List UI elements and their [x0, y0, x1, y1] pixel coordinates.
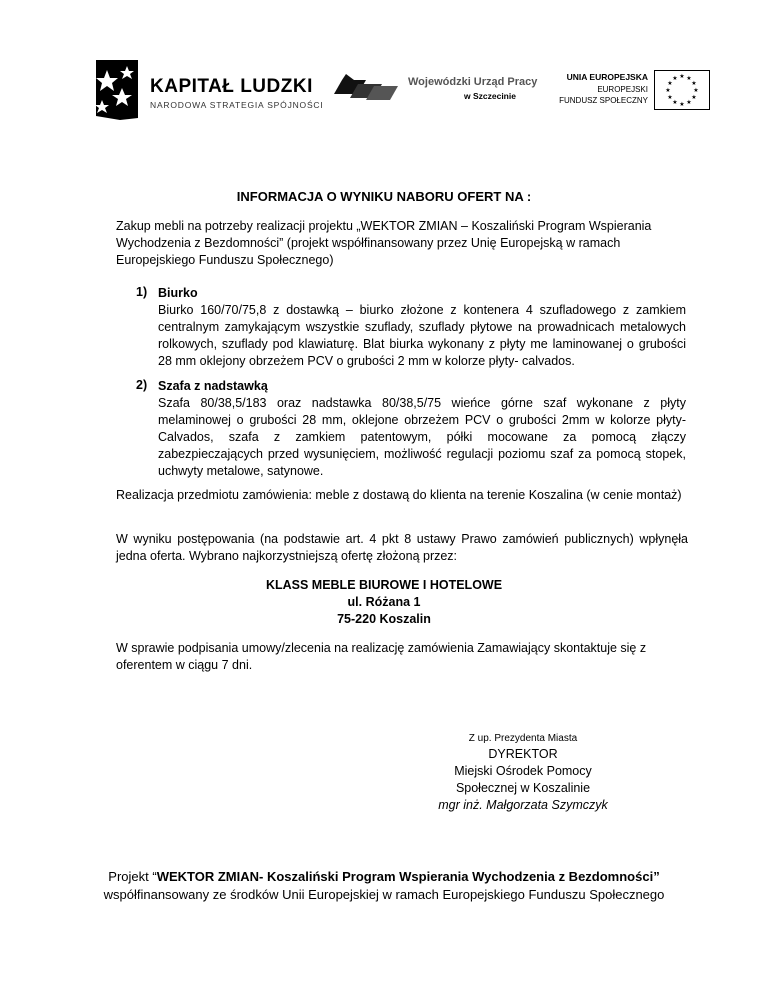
svg-text:★: ★: [672, 75, 678, 82]
item-title-2: Szafa z nadstawką: [158, 379, 268, 393]
stars-emblem-icon: [92, 58, 142, 122]
svg-text:★: ★: [686, 99, 692, 106]
svg-text:★: ★: [679, 73, 685, 80]
realizacja-paragraph: Realizacja przedmiotu zamówienia: meble z dostawą do klienta na terenie Koszalina (w cenie montaż): [116, 488, 682, 502]
signature-line-4: Społecznej w Koszalinie: [455, 781, 591, 795]
item-title-1: Biurko: [158, 286, 198, 300]
eu-line3: FUNDUSZ SPOŁECZNY: [559, 96, 648, 105]
kapital-ludzki-title: KAPITAŁ LUDZKI: [150, 76, 313, 97]
svg-text:★: ★: [667, 94, 673, 101]
footer-line-2: współfinansowany ze środków Unii Europejskiej w ramach Europejskiego Funduszu Społecznego: [103, 887, 665, 902]
signature-line-5: mgr inż. Małgorzata Szymczyk: [438, 798, 608, 812]
footer-prefix: Projekt “: [108, 869, 157, 884]
eu-logo: [545, 70, 710, 114]
wynik-paragraph: W wyniku postępowania (na podstawie art. 4 pkt 8 ustawy Prawo zamówień publicznych) wpłynęła jedna oferta. Wybrano najkorzystniejszą ofertę złożoną przez:: [116, 532, 688, 563]
kapital-ludzki-subtitle: NARODOWA STRATEGIA SPÓJNOŚCI: [150, 100, 324, 110]
item-number-2: 2): [136, 378, 148, 392]
winner-name: KLASS MEBLE BIUROWE I HOTELOWE: [265, 578, 503, 592]
arrows-emblem-icon: [332, 72, 404, 102]
item-number-1: 1): [136, 285, 148, 299]
footer-project: WEKTOR ZMIAN- Koszaliński Program Wspierania Wychodzenia z Bezdomności”: [156, 869, 660, 884]
svg-text:★: ★: [665, 87, 671, 94]
wup-logo: [332, 70, 538, 110]
item-body-1: Biurko 160/70/75,8 z dostawką – biurko złożone z kontenera 4 szufladowego z zamkiem centralnym zamykającym wszystkie szuflady, szuflady płytowe na prowadnicach metalowych rolkowych, szuflady pod klawiaturę. Blat biurka wykonany z płyty me laminowanej o grubości 28 mm oklejony obrzeżem PCV o grubości 2 mm w kolorze płyty- calvados.: [158, 303, 686, 368]
document-heading: INFORMACJA O WYNIKU NABORU OFERT NA :: [236, 189, 532, 204]
winner-city: 75-220 Koszalin: [337, 612, 431, 626]
svg-text:★: ★: [672, 99, 678, 106]
footer: [0, 868, 768, 904]
umowa-paragraph: W sprawie podpisania umowy/zlecenia na realizację zamówienia Zamawiający skontaktuje się z oferentem w ciągu 7 dni.: [116, 641, 647, 672]
item-body-2: Szafa 80/38,5/183 oraz nadstawka 80/38,5/75 wieńce górne szaf wykonane z płyty melaminowej o grubości 28 mm, oklejone obrzeżem PCV o grubości 2mm w kolorze płyty- Calvados, szafa z zamkiem patentowym, półki mocowane za pomocą złączy zabezpieczających przed wysunięciem, możliwość regulacji poziomu szaf za pomocą stopek, uchwyty metalowe, satynowe.: [158, 396, 686, 478]
signature-line-3: Miejski Ośrodek Pomocy: [454, 764, 592, 778]
wup-title: Wojewódzki Urząd Pracy: [408, 76, 538, 88]
svg-text:★: ★: [667, 80, 673, 87]
wup-subtitle: w Szczecinie: [464, 91, 516, 101]
signature-line-2: DYREKTOR: [488, 747, 558, 761]
footer-line-1: [0, 868, 768, 886]
signature-block: [398, 732, 648, 814]
svg-text:★: ★: [691, 80, 697, 87]
intro-paragraph: Zakup mebli na potrzeby realizacji projektu „WEKTOR ZMIAN – Koszaliński Program Wspierania Wychodzenia z Bezdomności” (projekt współfinansowany przez Unię Europejską w ramach Europejskiego Funduszu Społecznego): [116, 219, 652, 267]
eu-title: UNIA EUROPEJSKA: [566, 72, 648, 82]
svg-text:★: ★: [679, 101, 685, 108]
svg-text:★: ★: [691, 94, 697, 101]
eu-flag-icon: [654, 70, 710, 110]
kapital-ludzki-logo: [92, 58, 324, 122]
svg-text:★: ★: [693, 87, 699, 94]
svg-text:★: ★: [686, 75, 692, 82]
winner-street: ul. Różana 1: [347, 595, 421, 609]
eu-line2: EUROPEJSKI: [597, 85, 648, 94]
signature-line-1: Z up. Prezydenta Miasta: [468, 733, 578, 744]
